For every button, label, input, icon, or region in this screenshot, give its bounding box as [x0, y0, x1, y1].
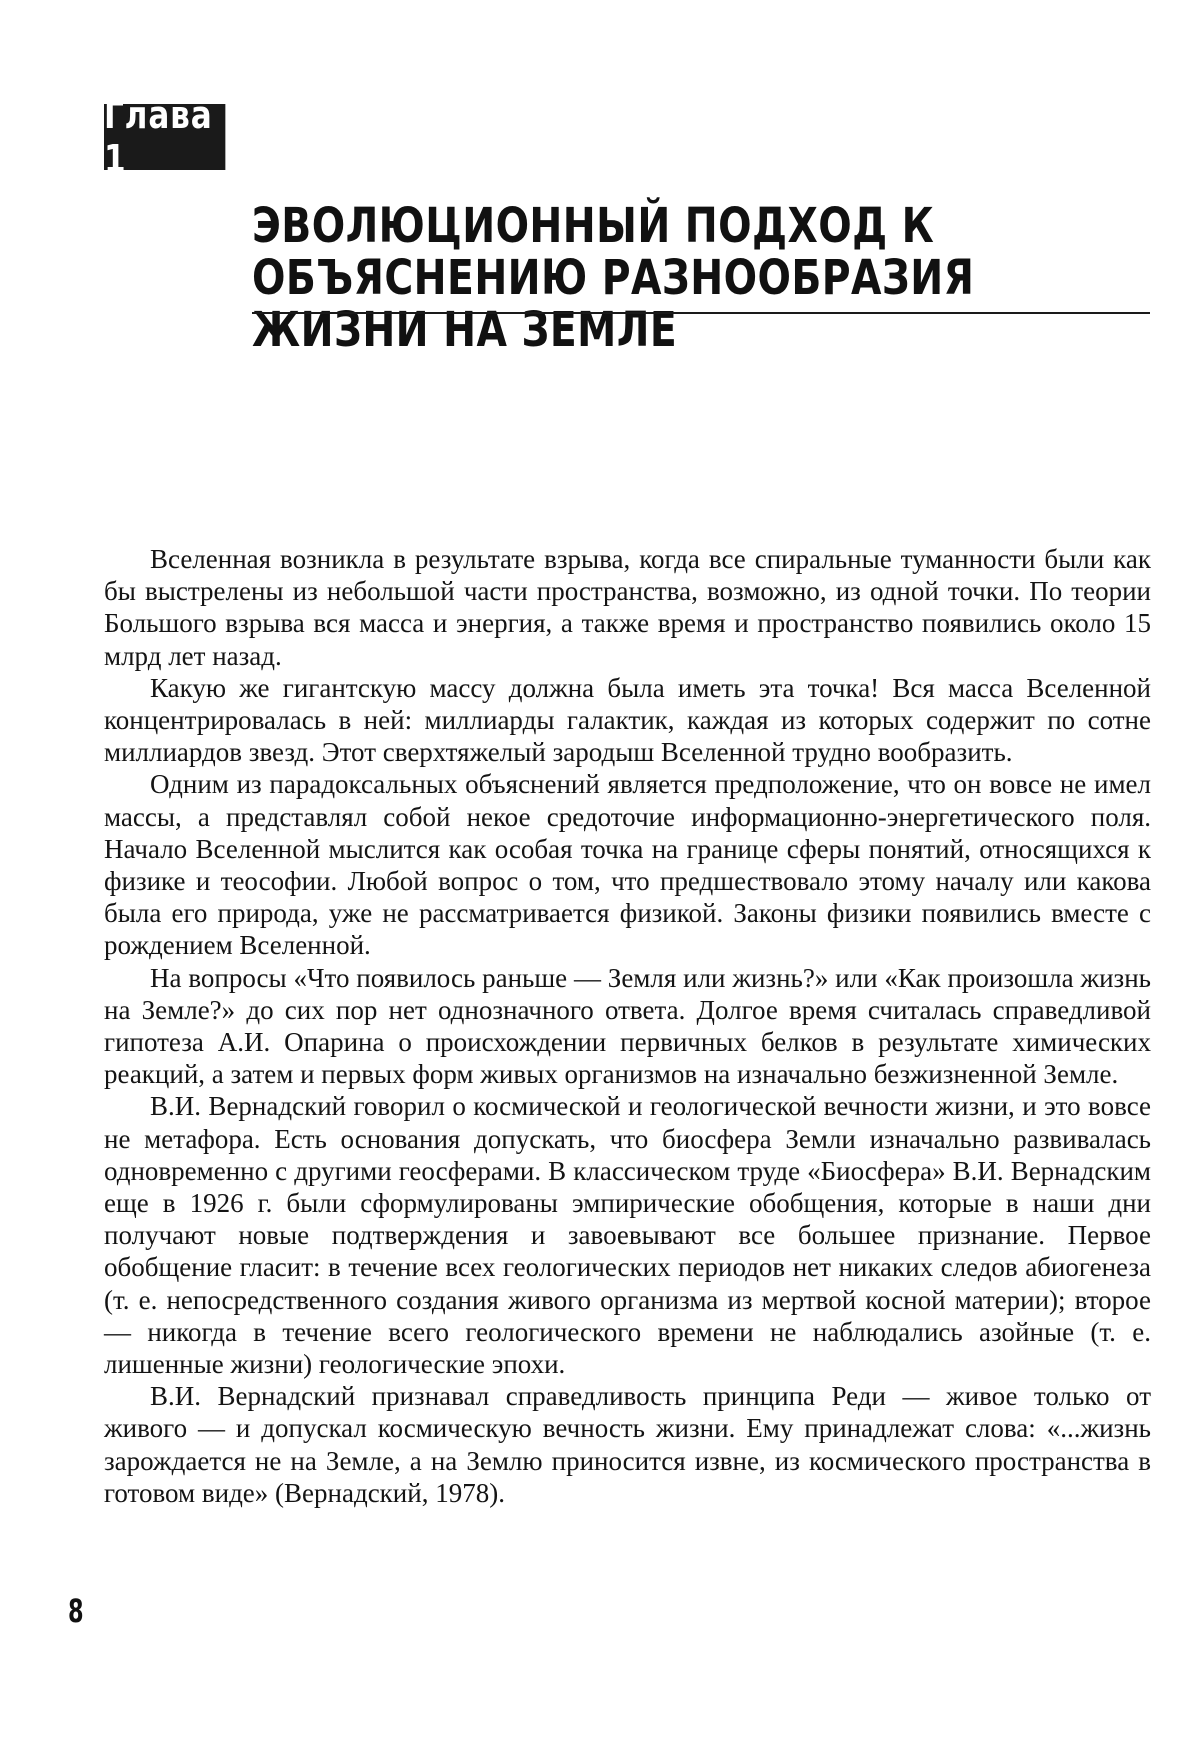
paragraph: На вопросы «Что появилось раньше — Земля или жизнь?» или «Как произошла жизнь на Земле?» до сих пор нет однозначного ответа. Долгое время считалась справедливой гипотеза А.И. Опарина о происхождении первичных белков в результате химических реакций, а затем и первых форм живых организмов на изначально безжизненной Земле. [104, 962, 1151, 1091]
body-text [104, 543, 1151, 1509]
paragraph: В.И. Вернадский говорил о космической и геологической вечности жизни, и это вовсе не метафора. Есть основания допускать, что биосфера Земли изначально развивалась одновременно с другими геосферами. В классическом труде «Биосфера» В.И. Вернадским еще в 1926 г. были сформулированы эмпирические обобщения, которые в наши дни получают новые подтверждения и завоевывают все большее признание. Первое обобщение гласит: в течение всех геологических периодов нет никаких следов абиогенеза (т. е. непосредственного создания живого организма из мертвой косной материи); второе — никогда в течение всего геологического времени не наблюдались азойные (т. е. лишенные жизни) геологические эпохи. [104, 1090, 1151, 1380]
paragraph: В.И. Вернадский признавал справедливость принципа Реди — живое только от живого — и допускал космическую вечность жизни. Ему принадлежат слова: «...жизнь зарождается не на Земле, а на Землю приносится извне, из космического пространства в готовом виде» (Вернадский, 1978). [104, 1380, 1151, 1509]
chapter-title: ЭВОЛЮЦИОННЫЙ ПОДХОД К ОБЪЯСНЕНИЮ РАЗНООБРАЗИЯ ЖИЗНИ НА ЗЕМЛЕ [252, 200, 990, 356]
page-number: 8 [68, 1592, 84, 1630]
paragraph: Какую же гигантскую массу должна была иметь эта точка! Вся масса Вселенной концентрировалась в ней: миллиарды галактик, каждая из которых содержит по сотне миллиардов звезд. Этот сверхтяжелый зародыш Вселенной трудно вообразить. [104, 672, 1151, 769]
chapter-label: Глава 1 [104, 104, 225, 170]
paragraph: Вселенная возникла в результате взрыва, когда все спиральные туманности были как бы выстрелены из небольшой части пространства, возможно, из одной точки. По теории Большого взрыва вся масса и энергия, а также время и пространство появились около 15 млрд лет назад. [104, 543, 1151, 672]
title-divider [252, 312, 1150, 314]
paragraph: Одним из парадоксальных объяснений является предположение, что он вовсе не имел массы, а представлял собой некое средоточие информационно-энергетического поля. Начало Вселенной мыслится как особая точка на границе сферы понятий, относящихся к физике и теософии. Любой вопрос о том, что предшествовало этому началу или какова была его природа, уже не рассматривается физикой. Законы физики появились вместе с рождением Вселенной. [104, 768, 1151, 961]
